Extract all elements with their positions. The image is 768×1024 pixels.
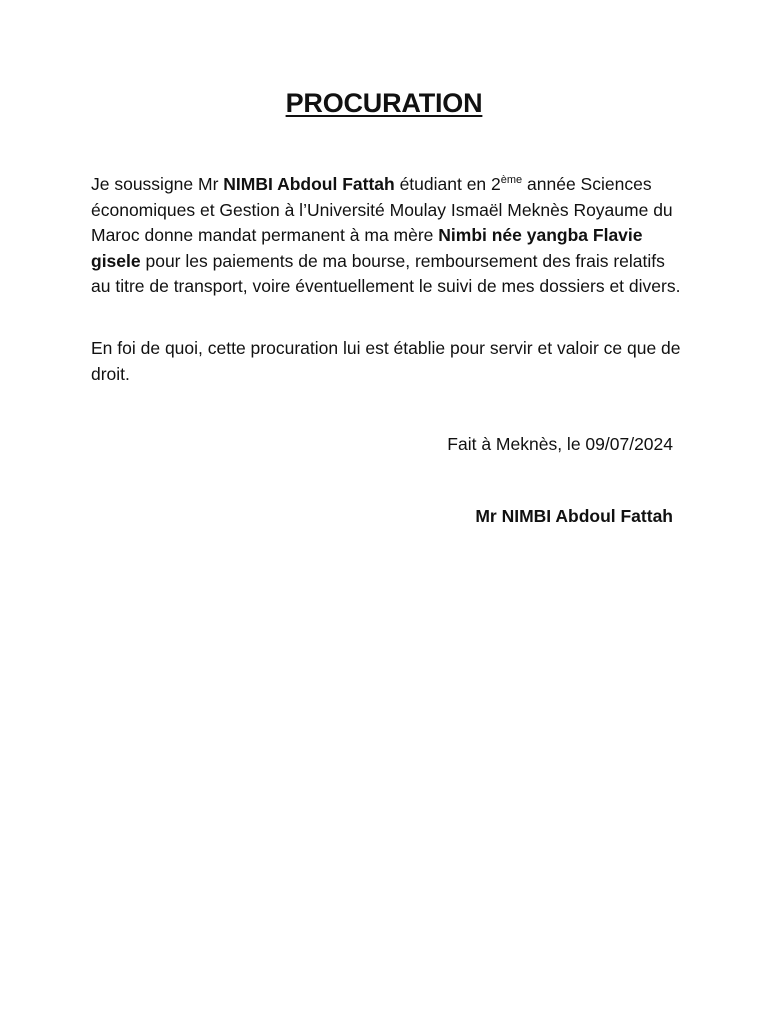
paragraph-closing: En foi de quoi, cette procuration lui est établie pour servir et valoir ce que de droit.: [91, 338, 681, 384]
signature-name: Mr NIMBI Abdoul Fattah: [475, 506, 673, 526]
student-name: NIMBI Abdoul Fattah: [223, 174, 395, 194]
ordinal-suffix: ème: [500, 174, 523, 186]
text-study-year: étudiant en 2: [394, 174, 501, 194]
text-university: année Sciences économiques et Gestion à l’Université Moulay Ismaël Meknès Royaume du Maroc donne mandat permanent à ma mère: [91, 174, 673, 246]
text-purpose: pour les paiements de ma bourse, remboursement des frais relatifs au titre de transport, voire éventuellement le suivi de mes dossiers et divers.: [91, 250, 681, 297]
place-date: Fait à Meknès, le 09/07/2024: [447, 434, 673, 454]
paragraph-mandate: [91, 172, 681, 300]
text-intro: Je soussigne Mr: [91, 174, 224, 194]
document-title: PROCURATION: [285, 88, 483, 118]
mother-name: Nimbi née yangba Flavie gisele: [91, 225, 643, 271]
